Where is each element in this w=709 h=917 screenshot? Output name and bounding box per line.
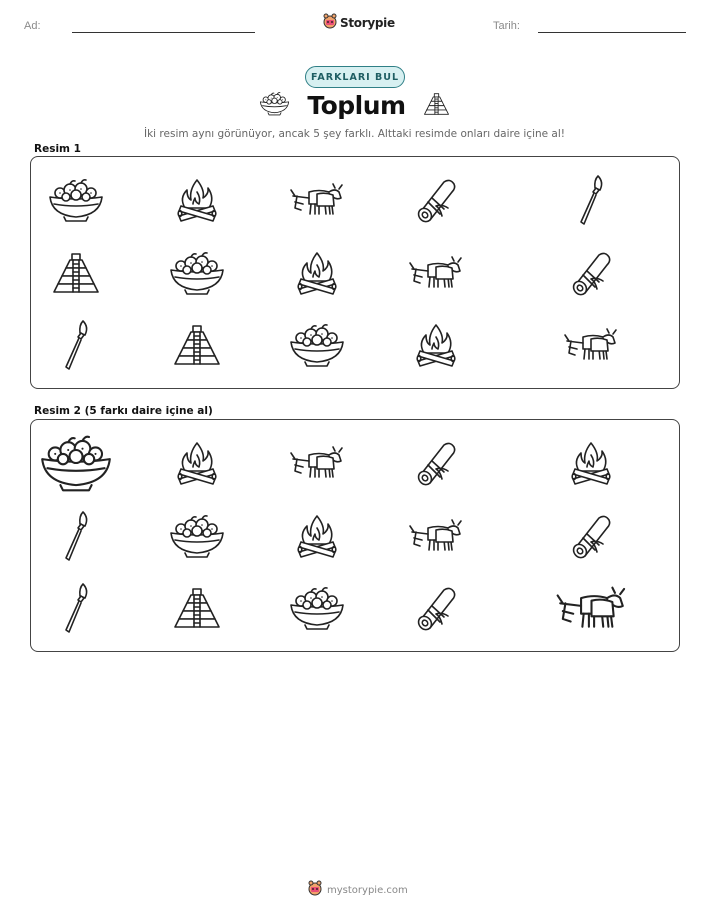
picture1-panel [30, 156, 680, 389]
worksheet-type-badge: FARKLARI BUL [305, 66, 405, 88]
spear-icon [21, 310, 131, 380]
fruit-bowl-icon[interactable] [262, 573, 372, 643]
campfire-icon[interactable] [262, 501, 372, 571]
pyramid-icon [142, 310, 252, 380]
scroll-icon[interactable] [381, 428, 491, 498]
fruit-bowl-icon [21, 165, 131, 235]
campfire-icon[interactable] [142, 428, 252, 498]
pyramid-icon [422, 92, 451, 120]
ox-plow-icon[interactable] [381, 501, 491, 571]
instruction-text: İki resim aynı görünüyor, ancak 5 şey farklı. Alttaki resimde onları daire içine al! [144, 128, 565, 140]
pyramid-icon [21, 238, 131, 308]
campfire-icon [381, 310, 491, 380]
date-label: Tarih: [493, 20, 520, 32]
brand [323, 13, 395, 33]
campfire-icon [262, 238, 372, 308]
footer [308, 880, 408, 900]
page-title: Toplum [307, 91, 406, 120]
storypie-logo-icon [308, 880, 322, 900]
picture1-label: Resim 1 [34, 143, 81, 155]
spear-icon[interactable] [21, 573, 131, 643]
ox-plow-icon [262, 165, 372, 235]
scroll-icon[interactable] [381, 573, 491, 643]
name-line[interactable] [72, 32, 255, 33]
scroll-icon [536, 238, 646, 308]
ox-plow-icon[interactable] [536, 573, 646, 643]
fruit-bowl-icon[interactable] [21, 428, 131, 498]
picture2-label: Resim 2 (5 farkı daire içine al) [34, 405, 213, 417]
date-line[interactable] [538, 32, 686, 33]
scroll-icon[interactable] [536, 501, 646, 571]
scroll-icon [381, 165, 491, 235]
fruit-bowl-icon [262, 310, 372, 380]
ox-plow-icon[interactable] [262, 428, 372, 498]
storypie-logo-icon [323, 13, 337, 33]
fruit-bowl-icon [142, 238, 252, 308]
name-label: Ad: [24, 20, 41, 32]
spear-icon[interactable] [21, 501, 131, 571]
campfire-icon[interactable] [536, 428, 646, 498]
picture2-panel[interactable] [30, 419, 680, 652]
ox-plow-icon [381, 238, 491, 308]
brand-name: Storypie [340, 16, 395, 30]
fruit-bowl-icon [258, 91, 291, 120]
ox-plow-icon [536, 310, 646, 380]
spear-icon [536, 165, 646, 235]
campfire-icon [142, 165, 252, 235]
title-row [0, 91, 709, 120]
footer-url[interactable]: mystorypie.com [327, 884, 408, 896]
pyramid-icon[interactable] [142, 573, 252, 643]
fruit-bowl-icon[interactable] [142, 501, 252, 571]
